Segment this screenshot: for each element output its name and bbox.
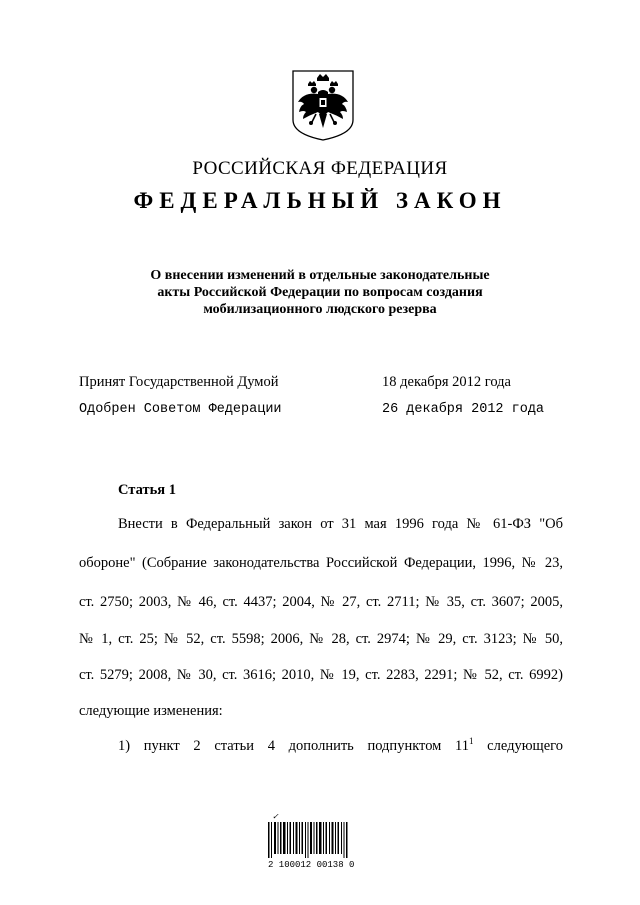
barcode [268,812,374,870]
coat-of-arms-icon [290,68,356,142]
article-text-line: ст. 5279; 2008, № 30, ст. 3616; 2010, № 19, ст. 2283, 2291; № 52, ст. 6992) [79,667,563,683]
item-text: 1) пункт 2 статьи 4 дополнить подпунктом 11 [118,738,469,754]
law-subject [100,267,540,318]
article-text-line: № 1, ст. 25; № 52, ст. 5598; 2006, № 28, ст. 2974; № 29, ст. 3123; № 50, [79,631,563,647]
article-item-line [118,738,563,755]
item-superscript: 1 [469,736,474,747]
country-name: РОССИЙСКАЯ ФЕДЕРАЦИЯ [192,158,448,179]
article-text-line: Внести в Федеральный закон от 31 мая 1996 года № 61-ФЗ "Об [118,516,563,532]
article-title: Статья 1 [118,482,176,498]
article-text-line: следующие изменения: [79,703,223,719]
law-subject-line: О внесении изменений в отдельные законодательные [150,268,490,283]
adoption-label: Принят Государственной Думой [79,374,279,390]
article-text-line: обороне" (Собрание законодательства Российской Федерации, 1996, № 23, [79,555,563,571]
barcode-bars-icon [268,822,350,858]
law-subject-line: акты Российской Федерации по вопросам создания [157,285,483,300]
article-text-line: ст. 2750; 2003, № 46, ст. 4437; 2004, № 27, ст. 2711; № 35, ст. 3607; 2005, [79,594,563,610]
law-type-title: ФЕДЕРАЛЬНЫЙ ЗАКОН [133,188,507,213]
barcode-number: 2 100012 00138 0 [268,860,355,870]
item-text-end: следующего [473,738,563,754]
barcode-mark: ✓ [272,812,279,821]
adoption-date: 18 декабря 2012 года [382,374,511,390]
adoption-label: Одобрен Советом Федерации [79,402,282,417]
law-subject-line: мобилизационного людского резерва [203,302,437,317]
adoption-date: 26 декабря 2012 года [382,402,545,417]
